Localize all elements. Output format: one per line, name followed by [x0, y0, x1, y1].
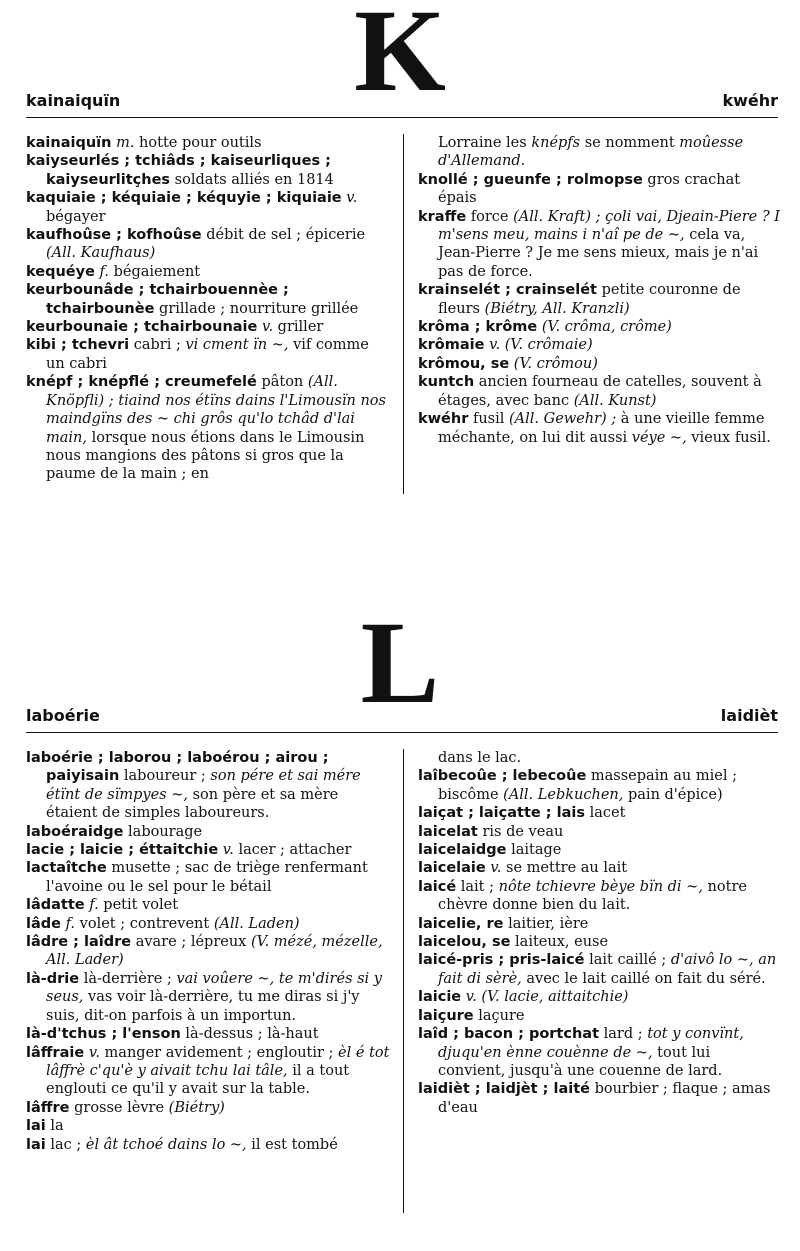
italic-text: (All. Lebkuchen, — [503, 786, 624, 803]
dictionary-entry — [26, 933, 392, 970]
italic-text: (All. Knöpfli) ; tiaind nos étïns dains l'Limousïn nos maindgïns des ~ chi grôs qu'lo tchâd d'lai main, — [46, 374, 386, 446]
dictionary-entry — [26, 823, 392, 841]
definition-text: vas voir là-derrière, tu me diras si j'y suis, dit-on parfois à un importun. — [46, 989, 360, 1024]
headword: lâffre — [26, 1099, 70, 1116]
definition-text: ancien fourneau de catelles, souvent à étages, avec banc — [438, 374, 762, 409]
dictionary-entry — [418, 823, 780, 841]
definition-text: soldats alliés en 1814 — [170, 171, 334, 188]
column-right — [418, 134, 780, 447]
headword: laicelaidge — [418, 842, 507, 859]
definition-text: se mettre au lait — [501, 860, 628, 877]
italic-text: f. — [89, 897, 99, 914]
dictionary-entry — [26, 318, 392, 336]
dictionary-entry — [418, 878, 780, 915]
letter-heading-l: L — [360, 597, 440, 728]
dictionary-entry — [418, 951, 780, 988]
headword: krôma ; krôme — [418, 319, 538, 336]
dictionary-entry — [26, 189, 392, 226]
headword: laîbecoûe ; lebecoûe — [418, 768, 587, 785]
running-head-left: laboérie — [26, 706, 100, 725]
dictionary-entry — [26, 134, 392, 152]
definition-text: laboureur ; — [119, 768, 211, 785]
definition-text: cabri ; — [129, 337, 186, 354]
definition-text: bégaiement — [109, 263, 201, 280]
headword: lactaîtche — [26, 860, 107, 877]
definition-text: lacer ; attacher — [233, 842, 352, 859]
dictionary-entry — [26, 915, 392, 933]
italic-text: (All. Kaufhaus) — [46, 245, 156, 262]
dictionary-entry — [26, 970, 392, 1025]
definition-text: musette ; sac de triège renfermant l'avoine ou le sel pour le bétail — [46, 860, 368, 895]
italic-text: f. — [65, 915, 76, 932]
italic-text: son pére et sai mére étïnt de sïmpyes ~, — [46, 768, 361, 803]
italic-text: (Biétry) — [168, 1099, 225, 1116]
headword: lâdatte — [26, 897, 85, 914]
headword: kuntch — [418, 374, 475, 391]
dictionary-entry — [418, 1025, 780, 1080]
headword: laiçat ; laiçatte ; lais — [418, 805, 585, 822]
definition-text: là-dessus ; là-haut — [180, 1026, 319, 1043]
italic-text: (All. Laden) — [213, 915, 300, 932]
headword: kaufhoûse ; kofhoûse — [26, 227, 202, 244]
definition-text: vif comme un cabri — [46, 337, 369, 372]
definition-text: là-derrière ; — [79, 970, 177, 987]
definition-text: laitier, ière — [503, 915, 589, 932]
italic-text: v. — [490, 860, 502, 877]
definition-text: bégayer — [46, 208, 106, 225]
definition-text: labourage — [123, 823, 203, 840]
dictionary-entry — [26, 1025, 392, 1043]
definition-text: laçure — [473, 1007, 525, 1024]
definition-text: à une vieille femme méchante, on lui dit aussi — [438, 411, 765, 446]
dictionary-entry — [418, 841, 780, 859]
italic-text: v. — [222, 842, 234, 859]
italic-text: f. — [99, 263, 109, 280]
headword: laicé-pris ; pris-laicé — [418, 952, 585, 969]
definition-text: hotte pour outils — [134, 135, 262, 151]
dictionary-entry — [418, 988, 780, 1006]
dictionary-entry — [418, 281, 780, 318]
headword: krômaie — [418, 337, 485, 354]
headword: knépf ; knépflé ; creumefelé — [26, 374, 257, 391]
headword: laîd ; bacon ; portchat — [418, 1026, 599, 1043]
headword: krainselét ; crainselét — [418, 282, 597, 299]
headword: kaquiaie ; kéquiaie ; kéquyie ; kiquiaie — [26, 190, 342, 207]
definition-text: petit volet — [98, 897, 179, 914]
definition-text: il a tout englouti ce qu'il y avait sur la table. — [46, 1062, 350, 1098]
headword: keurbounaie ; tchairbounaie — [26, 319, 258, 336]
headword: laboérie ; laborou ; laboérou ; airou ; paiyisain — [26, 750, 329, 785]
italic-text: v. — [261, 319, 274, 336]
definition-text: la — [45, 1118, 64, 1135]
headword: laicelaie — [418, 860, 486, 877]
dictionary-entry — [418, 804, 780, 822]
definition-text: laiteux, euse — [510, 934, 609, 951]
headword: lai — [26, 1118, 46, 1135]
headword: laboéraidge — [26, 823, 124, 840]
italic-text: (All. Kraft) ; çoli vai, Djeain-Piere ? I m'sens meu, mains i n'aî pe de ~, — [438, 208, 780, 244]
definition-text: pain d'épice) — [623, 786, 723, 803]
definition-text: gros crachat épais — [438, 171, 741, 207]
italic-text: (All. Gewehr) ; — [509, 411, 617, 428]
definition-text: lacet — [584, 805, 626, 822]
column-left — [26, 749, 392, 1154]
italic-text: (V. crôma, crôme) — [541, 319, 672, 336]
dictionary-entry — [26, 1099, 392, 1117]
dictionary-entry — [26, 226, 392, 263]
column-right — [418, 749, 780, 1117]
dictionary-entry — [418, 749, 780, 767]
definition-text: fusil — [468, 411, 509, 428]
dictionary-entry — [418, 355, 780, 373]
letter-heading-k: K — [354, 0, 446, 116]
italic-text: (All. Kunst) — [573, 392, 657, 409]
italic-text: knépfs — [531, 135, 581, 151]
italic-text: èl é tot lâffrè c'qu'è y aivait tchu lai tâle, — [46, 1044, 390, 1079]
headword: laicelie, re — [418, 915, 504, 932]
definition-text: force — [466, 208, 514, 225]
definition-text: débit de sel ; épicerie — [201, 227, 366, 244]
definition-text: lorsque nous étions dans le Limousin nous mangions des pâtons si gros que la paume de la main ; en — [46, 429, 365, 483]
definition-text: Lorraine les — [438, 135, 532, 151]
dictionary-entry — [418, 410, 780, 447]
italic-text: v. (V. lacie, aittaitchie) — [465, 989, 629, 1006]
definition-text: cela va, Jean-Pierre ? Je me sens mieux, mais je n'ai pas de force. — [438, 227, 759, 280]
italic-text: m. — [116, 135, 135, 151]
dictionary-entry — [418, 767, 780, 804]
dictionary-entry — [418, 1007, 780, 1025]
definition-text: manger avidement ; engloutir ; — [99, 1044, 339, 1061]
dictionary-entry — [26, 1136, 392, 1154]
definition-text: griller — [273, 319, 324, 336]
headword: laicie — [418, 989, 462, 1006]
definition-text: avare ; lépreux — [131, 934, 251, 951]
running-head-left: kainaiquïn — [26, 91, 121, 110]
column-divider — [403, 749, 404, 1213]
headword: lâffraie — [26, 1044, 85, 1061]
headword: kibi ; tchevri — [26, 337, 130, 354]
running-head-right: laidièt — [720, 706, 778, 725]
dictionary-entry — [26, 1044, 392, 1099]
italic-text: (V. mézé, mézelle, All. Lader) — [46, 934, 383, 969]
definition-text: se nomment — [580, 135, 680, 151]
dictionary-entry — [418, 208, 780, 282]
running-head-right: kwéhr — [722, 91, 778, 110]
dictionary-entry — [26, 263, 392, 281]
definition-text: massepain au miel ; biscôme — [438, 768, 737, 803]
dictionary-entry — [418, 134, 780, 171]
dictionary-entry — [26, 373, 392, 483]
italic-text: v. — [346, 190, 358, 207]
definition-text: vieux fusil. — [686, 429, 771, 446]
dictionary-entry — [26, 336, 392, 373]
dictionary-entry — [418, 171, 780, 208]
headword: krômou, se — [418, 355, 510, 372]
headword: lacie ; laicie ; éttaitchie — [26, 842, 219, 859]
headword: kequéye — [26, 263, 95, 280]
definition-text: lard ; — [599, 1026, 648, 1043]
definition-text: lait caillé ; — [584, 952, 671, 969]
headword: lâdre ; laîdre — [26, 934, 132, 951]
italic-text: (Biétry, All. Kranzli) — [484, 300, 630, 317]
definition-text: lait ; — [456, 878, 499, 895]
definition-text: ris de veau — [477, 823, 564, 840]
definition-text: laitage — [506, 842, 562, 859]
dictionary-entry — [418, 933, 780, 951]
dictionary-entry — [26, 1117, 392, 1135]
dictionary-entry — [26, 859, 392, 896]
headword: lâde — [26, 915, 61, 932]
dictionary-entry — [26, 281, 392, 318]
headword: là-drie — [26, 970, 80, 987]
definition-text: notre chèvre donne bien du lait. — [438, 878, 747, 914]
italic-text: vai voûere ~, te m'dirés si y seus, — [46, 970, 382, 1006]
headword: laicé — [418, 878, 457, 895]
headword: kainaiquïn — [26, 135, 112, 151]
definition-text: avec le lait caillé on fait du séré. — [521, 970, 766, 987]
headword: laiçure — [418, 1007, 474, 1024]
headword: kraffe — [418, 208, 467, 225]
dictionary-entry — [26, 749, 392, 823]
italic-text: véye ~, — [631, 429, 687, 446]
column-left — [26, 134, 392, 484]
definition-text: il est tombé — [246, 1136, 338, 1153]
dictionary-entry — [418, 373, 780, 410]
italic-text: èl ât tchoé dains lo ~, — [85, 1136, 247, 1153]
italic-text: tot y convïnt, djuqu'en ènne couènne de ~, — [438, 1026, 744, 1061]
headword: là-d'tchus ; l'enson — [26, 1026, 181, 1043]
italic-text: moûesse d'Allemand. — [438, 135, 744, 170]
definition-text: tout lui convient, jusqu'à une couenne de lard. — [438, 1044, 723, 1079]
dictionary-entry — [26, 841, 392, 859]
headword: kwéhr — [418, 411, 469, 428]
italic-text: (V. crômou) — [513, 355, 598, 372]
definition-text: petite couronne de fleurs — [438, 282, 741, 317]
italic-text: vi cment ïn ~, — [185, 337, 289, 354]
italic-text: nôte tchievre bèye bïn di ~, — [498, 878, 703, 895]
italic-text: v. (V. crômaie) — [489, 337, 593, 354]
dictionary-entry — [418, 1080, 780, 1117]
dictionary-entry — [418, 318, 780, 336]
definition-text: grillade ; nourriture grillée — [154, 300, 359, 317]
definition-text: pâton — [256, 374, 308, 391]
headword: laidièt ; laidjèt ; laité — [418, 1081, 590, 1098]
italic-text: v. — [88, 1044, 100, 1061]
dictionary-entry — [26, 896, 392, 914]
definition-text: volet ; contrevent — [75, 915, 214, 932]
header-rule — [26, 117, 778, 118]
definition-text: dans le lac. — [438, 750, 522, 766]
definition-text: grosse lèvre — [69, 1099, 169, 1116]
header-rule — [26, 732, 778, 733]
headword: keurbounâde ; tchairbouennèe ; tchairbounèe — [26, 282, 289, 317]
headword: kaiyseurlés ; tchiâds ; kaiseurliques ; kaiyseurlitçhes — [26, 153, 331, 188]
dictionary-entry — [418, 336, 780, 354]
headword: lai — [26, 1136, 46, 1153]
italic-text: d'aivô lo ~, an fait di sèrè, — [438, 952, 777, 987]
dictionary-entry — [418, 859, 780, 877]
headword: laicelat — [418, 823, 478, 840]
dictionary-entry — [26, 152, 392, 189]
headword: laicelou, se — [418, 934, 511, 951]
column-divider — [403, 134, 404, 494]
definition-text: lac ; — [45, 1136, 86, 1153]
definition-text: bourbier ; flaque ; amas d'eau — [438, 1081, 771, 1116]
definition-text: son père et sa mère étaient de simples laboureurs. — [46, 786, 339, 822]
headword: knollé ; gueunfe ; rolmopse — [418, 171, 643, 188]
dictionary-entry — [418, 915, 780, 933]
